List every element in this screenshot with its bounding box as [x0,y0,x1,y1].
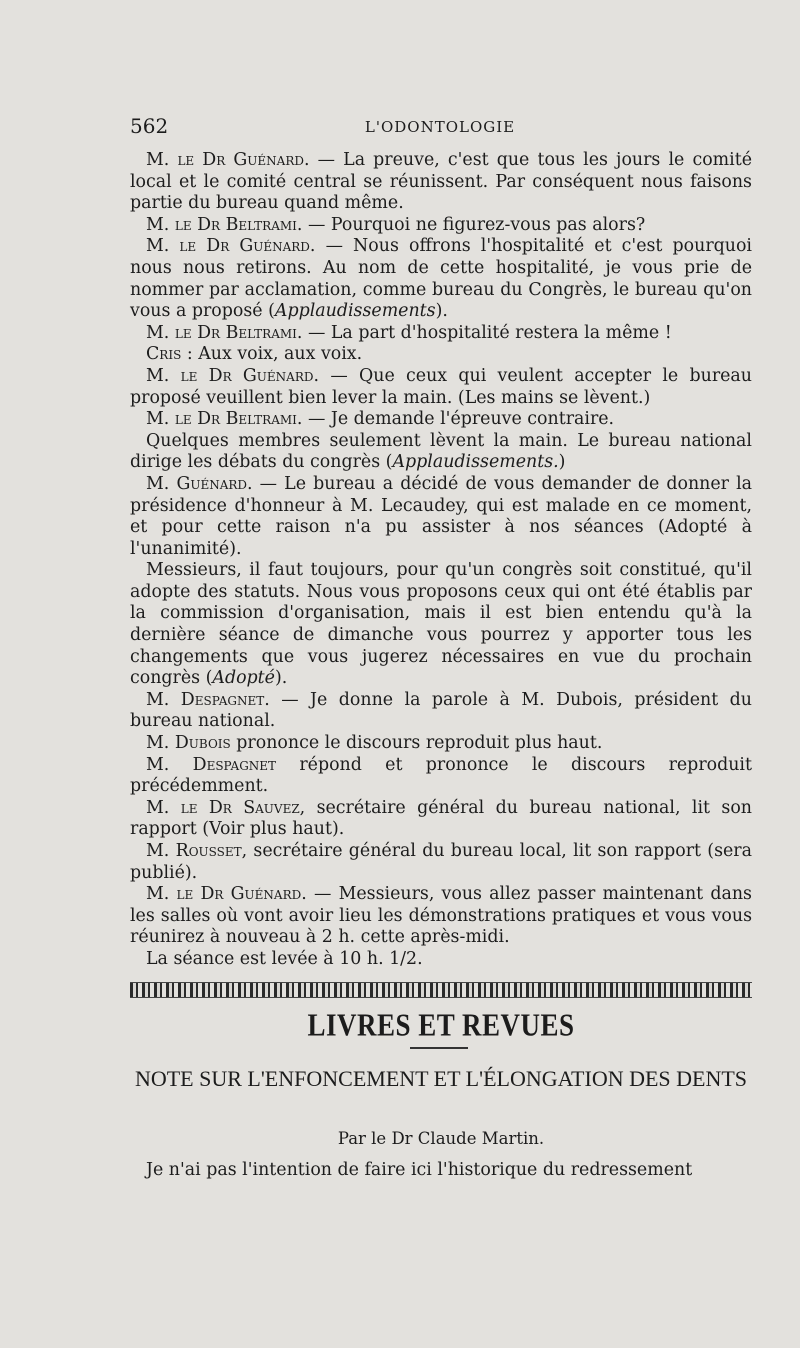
speaker-name: M. Despagnet. [146,689,270,710]
paragraph [130,409,752,431]
speaker-name: M. le Dr Beltrami. [146,322,303,343]
page-number: 562 [130,114,169,138]
paragraph-text: répond et prononce le discours reproduit précédemment. [130,754,752,797]
speaker-name: M. le Dr Beltrami. [146,409,303,430]
speaker-name: M. le Dr Guénard. [146,365,320,386]
speaker-name: M. Guénard. [146,473,253,494]
speaker-name: M. Dubois [146,733,231,754]
paragraph [130,344,752,366]
ornamental-divider [130,982,752,998]
paragraph-tail: ) [558,452,566,473]
paragraph-text: — Je donne la parole à M. Dubois, président du bureau national. [130,689,752,732]
paragraph [130,798,752,841]
paragraph-text: — La part d'hospitalité restera la même ! [302,322,672,343]
paragraph-text: prononce le discours reproduit plus haut. [230,733,603,754]
paragraph [130,236,752,322]
journal-title: L'ODONTOLOGIE [364,118,516,136]
paragraph [130,323,752,345]
speaker-name: M. le Dr Beltrami. [146,214,303,235]
paragraph-text: Messieurs, il faut toujours, pour qu'un congrès soit constitué, qu'il adopte des statuts. Nous vous proposons ceux qui ont été établis par la commission d'organisation, mais il est bien entendu qu'à la dernière séance de dimanche vous pourrez y apporter tous les changements que vous jugerez nécessaires en vue du prochain congrès ( [130,560,752,689]
paragraph-text: — Pourquoi ne figurez-vous pas alors? [302,214,646,235]
paragraph [130,690,752,733]
speaker-name: M. Rousset, [146,841,248,861]
italic-remark: Applaudissements [274,301,436,322]
byline: Par le Dr Claude Martin. [337,1129,545,1148]
paragraph-text: Quelques membres seulement lèvent la main. Le bureau national dirige les débats du congrès ( [130,430,752,473]
paragraph-text: secrétaire général du bureau local, lit son rapport (sera publié). [130,841,752,883]
speaker-name: M. le Dr Guénard. [146,884,307,905]
paragraph-tail: ). [435,301,448,322]
paragraph [130,431,752,474]
paragraph [130,949,752,971]
title-rule [410,1047,468,1049]
paragraph-text: — Que ceux qui veulent accepter le bureau proposé veuillent bien lever la main. (Les mains se lèvent.) [130,365,752,408]
paragraph [130,755,752,798]
paragraph-text: — Je demande l'épreuve contraire. [302,409,615,430]
speaker-name: M. le Dr Sauvez, [146,797,306,818]
paragraph [130,366,752,409]
paragraph-tail: ). [274,668,288,689]
paragraph-text: — Nous offrons l'hospitalité et c'est pourquoi nous nous retirons. Au nom de cette hospitalité, je vous prie de nommer par acclamation, comme bureau du Congrès, le bureau qu'on vous a proposé ( [130,236,752,322]
running-head [130,114,750,142]
speaker-name: M. le Dr Guénard. [146,236,316,257]
paragraph-text: secrétaire général du bureau national, lit son rapport (Voir plus haut). [130,797,752,840]
paragraph-text: — Le bureau a décidé de vous demander de donner la présidence d'honneur à M. Lecaudey, qui est malade en ce moment, et pour cette raison n'a pu assister à nos séances (Adopté à l'unanimité). [130,473,752,559]
article-title: NOTE SUR L'ENFONCEMENT ET L'ÉLONGATION DES DENTS [134,1066,748,1091]
italic-remark: Applaudissements. [392,452,559,473]
paragraph [130,560,752,690]
paragraph [130,474,752,560]
paragraph [130,884,752,949]
paragraph-text: : Aux voix, aux voix. [181,344,363,365]
proceedings-text [130,150,752,971]
speaker-name: M. le Dr Guénard. [146,150,310,170]
section-title: LIVRES ET REVUES [307,1007,575,1043]
speaker-name: Cris [146,344,182,365]
paragraph-text: La séance est levée à 10 h. 1/2. [146,948,423,969]
paragraph [130,215,752,237]
paragraph-text: — La preuve, c'est que tous les jours le comité local et le comité central se réunissent. Par conséquent nous faisons partie du bureau quand même. [130,150,752,214]
article-first-line: Je n'ai pas l'intention de faire ici l'historique du redressement [146,1160,693,1180]
paragraph-text: — Messieurs, vous allez passer maintenant dans les salles où vont avoir lieu les démonstrations pratiques et vous vous réunirez à nouveau à 2 h. cette après-midi. [130,884,752,948]
paragraph [130,841,752,884]
paragraph [130,150,752,215]
paragraph [130,733,752,755]
speaker-name: M. Despagnet [146,754,277,775]
italic-remark: Adopté [212,668,275,689]
